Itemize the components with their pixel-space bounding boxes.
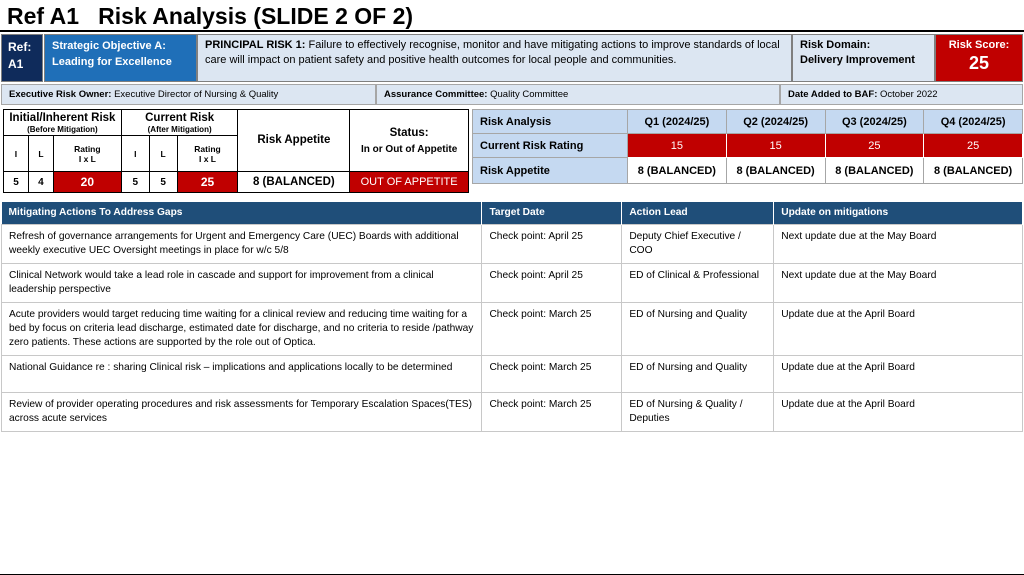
principal-risk-cell [197, 34, 792, 82]
table-row [2, 263, 1023, 302]
mitigation-target-date: Check point: March 25 [482, 392, 622, 431]
mitigation-action: Review of provider operating procedures and risk assessments for Temporary Escalation Spaces(TES) across acute services [2, 392, 482, 431]
table-row [2, 355, 1023, 392]
current-rating-header [177, 136, 238, 172]
quarter-current-rating: 15 [628, 134, 727, 158]
mitigation-update: Update due at the April Board [774, 392, 1023, 431]
risk-appetite-value: 8 (BALANCED) [238, 172, 350, 193]
date-added-value: October 2022 [880, 89, 938, 100]
mitigation-action: National Guidance re : sharing Clinical risk – implications and applications locally to be determined [2, 355, 482, 392]
action-lead-header: Action Lead [622, 202, 774, 224]
risk-analysis-header: Risk Analysis [473, 110, 628, 134]
current-rating-value: 25 [177, 172, 238, 193]
status-header [350, 110, 469, 172]
risk-owner-cell [1, 84, 376, 105]
risk-matrix-table [3, 109, 469, 193]
mitigation-action: Clinical Network would take a lead role in cascade and support for improvement from a clinical leadership perspective [2, 263, 482, 302]
quarterly-risk-table [472, 109, 1023, 184]
objective-line-2: Leading for Excellence [52, 56, 172, 68]
ref-value: A1 [8, 57, 24, 71]
ref-label: Ref: [8, 40, 32, 54]
principal-risk-label: PRINCIPAL RISK 1: [205, 39, 306, 51]
mitigation-update: Update due at the April Board [774, 302, 1023, 355]
mitigation-action-lead: ED of Nursing and Quality [622, 302, 774, 355]
assurance-committee-value: Quality Committee [490, 89, 569, 100]
status-subtitle: In or Out of Appetite [360, 143, 458, 155]
initial-impact-header: I [4, 136, 29, 172]
mitigation-update: Next update due at the May Board [774, 263, 1023, 302]
current-likelihood-value: 5 [149, 172, 177, 193]
objective-line-1: Strategic Objective A: [52, 40, 166, 52]
quarter-current-rating: 25 [924, 134, 1023, 158]
risk-appetite-header: Risk Appetite [238, 110, 350, 172]
risk-domain-value: Delivery Improvement [800, 54, 915, 66]
table-row [2, 224, 1023, 263]
current-risk-title: Current Risk [145, 111, 215, 124]
mitigation-action-lead: ED of Clinical & Professional [622, 263, 774, 302]
current-likelihood-header: L [149, 136, 177, 172]
mitigation-action-lead: ED of Nursing and Quality [622, 355, 774, 392]
page-title: Ref A1 Risk Analysis (SLIDE 2 OF 2) [7, 3, 414, 29]
quarter-current-rating: 15 [726, 134, 825, 158]
initial-rating-label: Rating [74, 143, 101, 154]
mitigation-action: Acute providers would target reducing time waiting for a clinical review and reducing time waiting for a bed by focus on criteria lead discharge, estimated date for discharge, and no criteria to reside /pathway zero patients. These actions are supported by the role out of Optica. [2, 302, 482, 355]
initial-risk-title: Initial/Inherent Risk [9, 111, 116, 124]
initial-risk-subtitle: (Before Mitigation) [27, 124, 98, 134]
quarter-risk-appetite-label: Risk Appetite [473, 158, 628, 184]
mitigating-actions-header: Mitigating Actions To Address Gaps [2, 202, 482, 224]
ref-cell [1, 34, 43, 82]
initial-rating-sub: I x L [78, 153, 96, 164]
mitigation-update: Next update due at the May Board [774, 224, 1023, 263]
initial-likelihood-value: 4 [28, 172, 53, 193]
current-risk-rating-label: Current Risk Rating [473, 134, 628, 158]
current-rating-sub: I x L [199, 153, 217, 164]
initial-impact-value: 5 [4, 172, 29, 193]
title-divider [0, 30, 1024, 32]
date-added-cell [780, 84, 1023, 105]
status-title: Status: [389, 126, 429, 139]
date-added-label: Date Added to BAF: [788, 89, 878, 100]
mitigation-target-date: Check point: April 25 [482, 263, 622, 302]
strategic-objective-cell [44, 34, 197, 82]
quarter-risk-appetite: 8 (BALANCED) [628, 158, 727, 184]
initial-risk-header [4, 110, 122, 136]
mitigation-target-date: Check point: March 25 [482, 302, 622, 355]
initial-rating-value: 20 [53, 172, 121, 193]
target-date-header: Target Date [482, 202, 622, 224]
table-row [2, 392, 1023, 431]
mitigation-action-lead: Deputy Chief Executive / COO [622, 224, 774, 263]
update-header: Update on mitigations [774, 202, 1023, 224]
quarter-risk-appetite: 8 (BALANCED) [825, 158, 924, 184]
quarter-header: Q2 (2024/25) [726, 110, 825, 134]
mitigation-action-lead: ED of Nursing & Quality / Deputies [622, 392, 774, 431]
risk-domain-cell [792, 34, 935, 82]
mitigation-update: Update due at the April Board [774, 355, 1023, 392]
table-row [2, 302, 1023, 355]
quarter-header: Q3 (2024/25) [825, 110, 924, 134]
quarter-risk-appetite: 8 (BALANCED) [726, 158, 825, 184]
quarter-header: Q1 (2024/25) [628, 110, 727, 134]
current-risk-header [121, 110, 238, 136]
assurance-committee-cell [376, 84, 780, 105]
assurance-committee-label: Assurance Committee: [384, 89, 488, 100]
quarter-current-rating: 25 [825, 134, 924, 158]
initial-likelihood-header: L [28, 136, 53, 172]
current-rating-label: Rating [194, 143, 221, 154]
principal-risk-text: Failure to effectively recognise, monitor and have mitigating actions to improve standards of local care will impact on patient safety and positive health outcomes for local people and communities. [205, 39, 780, 66]
mitigation-target-date: Check point: April 25 [482, 224, 622, 263]
status-value: OUT OF APPETITE [350, 172, 469, 193]
risk-owner-label: Executive Risk Owner: [9, 89, 112, 100]
initial-rating-header [53, 136, 121, 172]
risk-domain-label: Risk Domain: [800, 39, 871, 51]
quarter-header: Q4 (2024/25) [924, 110, 1023, 134]
current-risk-subtitle: (After Mitigation) [147, 124, 212, 134]
quarter-risk-appetite: 8 (BALANCED) [924, 158, 1023, 184]
mitigations-table [1, 202, 1023, 432]
mitigation-action: Refresh of governance arrangements for Urgent and Emergency Care (UEC) Boards with additional weekly executive UEC Oversight meetings in place for w/c 5/8 [2, 224, 482, 263]
risk-score-cell [935, 34, 1023, 82]
risk-score-value: 25 [968, 53, 990, 73]
risk-owner-value: Executive Director of Nursing & Quality [114, 89, 279, 100]
current-impact-header: I [121, 136, 149, 172]
risk-score-label: Risk Score: [948, 39, 1010, 51]
mitigation-target-date: Check point: March 25 [482, 355, 622, 392]
current-impact-value: 5 [121, 172, 149, 193]
